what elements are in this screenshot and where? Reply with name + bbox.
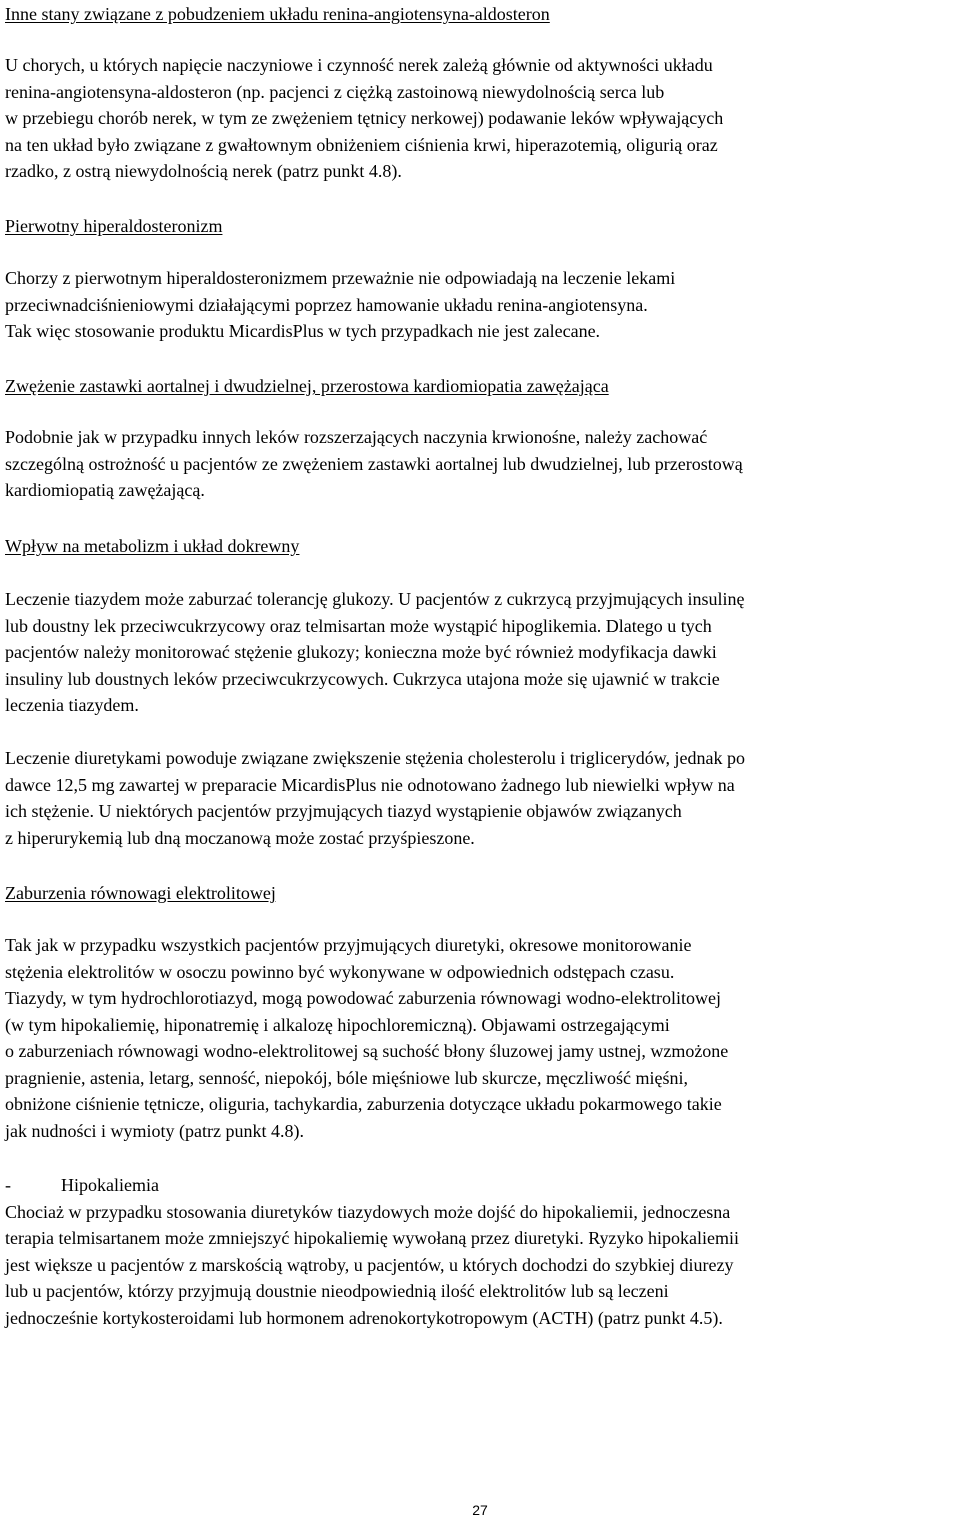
text-line: w przebiegu chorób nerek, w tym ze zwężeniem tętnicy nerkowej) podawanie leków wpływających [5, 108, 724, 128]
paragraph-valve-stenosis [5, 424, 955, 504]
section-heading-valve-stenosis: Zwężenie zastawki aortalnej i dwudzielnej, przerostowa kardiomiopatia zawężająca [5, 376, 609, 396]
section-heading-hyperaldosteronism: Pierwotny hiperaldosteronizm [5, 216, 223, 236]
text-line: lub u pacjentów, którzy przyjmują doustnie nieodpowiednią ilość elektrolitów lub są leczeni [5, 1281, 669, 1301]
section-heading-raa: Inne stany związane z pobudzeniem układu renina-angiotensyna-aldosteron [5, 4, 550, 24]
page-number: 27 [472, 1502, 488, 1518]
text-line: Chociaż w przypadku stosowania diuretyków tiazydowych może dojść do hipokaliemii, jednoczesna [5, 1201, 731, 1222]
text-line: terapia telmisartanem może zmniejszyć hipokaliemię wywołaną przez diuretyki. Ryzyko hipokaliemii [5, 1228, 740, 1248]
text-line: Leczenie tiazydem może zaburzać tolerancję glukozy. U pacjentów z cukrzycą przyjmujących insulinę [5, 589, 745, 609]
section-heading-metabolism: Wpływ na metabolizm i układ dokrewny [5, 536, 300, 556]
text-line: jak nudności i wymioty (patrz punkt 4.8). [5, 1120, 304, 1141]
subsection-title-line [5, 1172, 955, 1199]
subsection-title: Hipokaliemia [61, 1175, 159, 1195]
text-line: insuliny lub doustnych leków przeciwcukrzycowych. Cukrzyca utajona może się ujawnić w trakcie [5, 668, 720, 689]
text-line: kardiomiopatią zawężającą. [5, 480, 205, 500]
paragraph-metabolism-2 [5, 745, 955, 851]
text-line: Leczenie diuretykami powoduje związane zwiększenie stężenia cholesterolu i triglicerydów, jednak po [5, 748, 746, 768]
paragraph-electrolytes [5, 932, 955, 1144]
text-line: rzadko, z ostrą niewydolnością nerek (patrz punkt 4.8). [5, 161, 402, 181]
text-line: z hiperurykemią lub dną moczanową może zostać przyśpieszone. [5, 827, 475, 848]
text-line: dawce 12,5 mg zawartej w preparacie MicardisPlus nie odnotowano żadnego lub niewielki wpływ na [5, 774, 735, 795]
text-line: lub doustny lek przeciwcukrzycowy oraz telmisartan może wystąpić hipoglikemia. Dlatego u tych [5, 615, 712, 636]
subsection-hipokaliemia [5, 1172, 955, 1331]
text-line: ich stężenie. U niektórych pacjentów przyjmujących tiazyd wystąpienie objawów związanych [5, 801, 682, 821]
text-line: jednocześnie kortykosteroidami lub hormonem adrenokortykotropowym (ACTH) (patrz punkt 4.5). [5, 1307, 723, 1328]
text-line: renina-angiotensyna-aldosteron (np. pacjenci z ciężką zastoinową niewydolnością serca lub [5, 81, 665, 102]
text-line: jest większe u pacjentów z marskością wątroby, u pacjentów, u których dochodzi do szybkiej diurezy [5, 1254, 734, 1275]
text-line: Podobnie jak w przypadku innych leków rozszerzających naczynia krwionośne, należy zachować [5, 427, 708, 447]
text-line: pacjentów należy monitorować stężenie glukozy; konieczna może być również modyfikacja dawki [5, 642, 717, 662]
text-line: przeciwnadciśnieniowymi działającymi poprzez hamowanie układu renina-angiotensyna. [5, 294, 648, 315]
text-line: szczególną ostrożność u pacjentów ze zwężeniem zastawki aortalnej lub dwudzielnej, lub przerostową [5, 453, 743, 474]
paragraph-hyperaldosteronism [5, 265, 955, 345]
text-line: U chorych, u których napięcie naczyniowe i czynność nerek zależą głównie od aktywności układu [5, 55, 713, 75]
text-line: na ten układ było związane z gwałtownym obniżeniem ciśnienia krwi, hiperazotemią, oligurią oraz [5, 134, 718, 155]
text-line: Tak więc stosowanie produktu MicardisPlus w tych przypadkach nie jest zalecane. [5, 321, 601, 341]
text-line: o zaburzeniach równowagi wodno-elektrolitowej są suchość błony śluzowej jamy ustnej, wzmożone [5, 1041, 729, 1061]
text-line: Chorzy z pierwotnym hiperaldosteronizmem przeważnie nie odpowiadają na leczenie lekami [5, 268, 676, 288]
paragraph-raa [5, 52, 955, 185]
text-line: pragnienie, astenia, letarg, senność, niepokój, bóle mięśniowe lub skurcze, męczliwość mięśni, [5, 1067, 688, 1088]
bullet-dash: - [5, 1175, 11, 1195]
text-line: Tak jak w przypadku wszystkich pacjentów przyjmujących diuretyki, okresowe monitorowanie [5, 935, 692, 955]
section-heading-electrolytes: Zaburzenia równowagi elektrolitowej [5, 883, 276, 903]
paragraph-metabolism-1 [5, 586, 955, 719]
text-line: leczenia tiazydem. [5, 695, 139, 715]
text-line: (w tym hipokaliemię, hiponatremię i alkalozę hipochloremiczną). Objawami ostrzegającymi [5, 1014, 670, 1035]
text-line: obniżone ciśnienie tętnicze, oliguria, tachykardia, zaburzenia dotyczące układu pokarmowego takie [5, 1094, 722, 1114]
text-line: stężenia elektrolitów w osoczu powinno być wykonywane w odpowiednich odstępach czasu. [5, 961, 675, 982]
text-line: Tiazydy, w tym hydrochlorotiazyd, mogą powodować zaburzenia równowagi wodno-elektrolitowej [5, 988, 721, 1008]
